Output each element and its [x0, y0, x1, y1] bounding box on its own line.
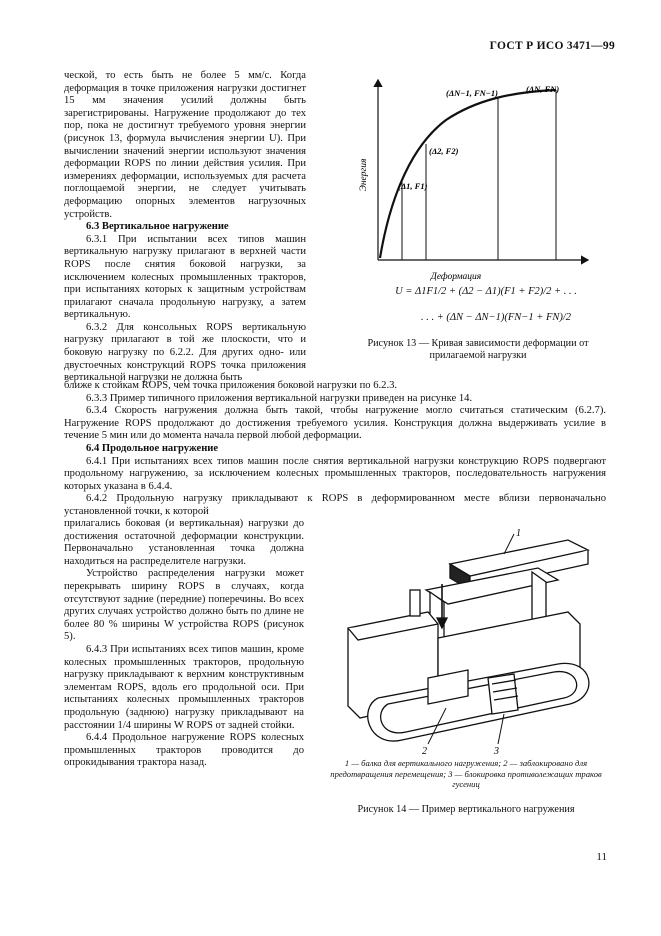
paragraph-6-3-4: 6.3.4 Скорость нагружения должна быть такой, чтобы нагружение могло считаться статическим (6.2.7). Нагружение ROPS продолжают до достижения требуемого усилия. Конструкция должна выдерживать усилие в течение 5 мин или до момента начала первой любой деформации.: [64, 405, 606, 442]
paragraph-6-4-2-rest: прилагались боковая (и вертикальная) нагрузки до достижения остаточной деформации конструкции. Первоначально установленная точка должна находиться на распределителе нагрузки.: [64, 518, 304, 567]
full-width-block: [64, 380, 606, 519]
paragraph-cont: ческой, то есть быть не более 5 мм/с. Когда деформация в точке приложения нагрузки достигнет 15 мм значения усилий должны быть зарегистрированы. Нагружение продолжают до тех пор, пока не достигнут требуемого уровня энергии (рисунок 13, формула вычисления энергии U). При вычислении значений энергии используют значения деформации ROPS по линии действия усилия. При измерениях деформации, используемых для расчета поглощаемой энергии, не следует учитывать деформацию опорных элементов нагрузочных устройств.: [64, 70, 306, 220]
callout-1: 1: [516, 528, 521, 539]
energy-deformation-graph: [326, 70, 616, 290]
energy-formula-line-1: U = Δ1F1/2 + (Δ2 − Δ1)(F1 + F2)/2 + . . .: [395, 286, 577, 297]
paragraph-6-3-1: 6.3.1 При испытании всех типов машин вертикальную нагрузку прилагают в верхней части ROPS после снятия боковой нагрузки, за исключением колесных промышленных тракторов, при испытаниях которых к защитным устройствам прилагают сначала продольную нагрузку, а затем вертикальную.: [64, 233, 306, 321]
section-heading-6-3: 6.3 Вертикальное нагружение: [86, 221, 229, 233]
paragraph-6-4-2-b: Устройство распределения нагрузки может перекрывать ширину ROPS в случаях, когда отсутствуют задние (передние) поперечины. Во всех других случаях устройство должно быть по длине не более 80 % ширины W устройства ROPS (рисунок 5).: [64, 568, 304, 643]
tractor-loading-drawing: [318, 528, 614, 760]
callout-3: 3: [494, 746, 499, 757]
figure-13-caption: Рисунок 13 — Кривая зависимости деформации от прилагаемой нагрузки: [367, 338, 589, 361]
point-label-n: (ΔN, FN): [526, 84, 560, 94]
figure-14-legend: 1 — балка для вертикального нагружения; 2 — заблокировано для предотвращения перемещения; 3 — блокировка противолежащих траков гусениц: [330, 758, 602, 790]
section-heading-6-4: 6.4 Продольное нагружение: [86, 442, 219, 454]
x-axis-label: Деформация: [430, 272, 482, 282]
left-column-top: [64, 70, 306, 385]
paragraph-6-4-3: 6.4.3 При испытаниях всех типов машин, кроме колесных промышленных тракторов, продольную нагрузку прикладывают к верхним конструктивным элементам ROPS, вдоль его продольной оси. При испытаниях колесных промышленных тракторов продольную (заднюю) нагрузку прикладывают на расстоянии 1/4 ширины W ROPS от задней стойки.: [64, 643, 304, 731]
paragraph-6-3-3: 6.3.3 Пример типичного приложения вертикальной нагрузки приведен на рисунке 14.: [86, 392, 473, 404]
paragraph-6-4-4: 6.4.4 Продольное нагружение ROPS колесных промышленных тракторов проводится до опрокидывания трактора назад.: [64, 732, 304, 769]
point-label-1: (Δ1, F1): [398, 181, 428, 191]
energy-curve: [380, 90, 556, 258]
figure-14-caption: Рисунок 14 — Пример вертикального нагружения: [357, 804, 575, 815]
point-label-2: (Δ2, F2): [429, 146, 459, 156]
y-axis-label: Энергия: [359, 158, 369, 192]
left-column-bottom: [64, 518, 304, 770]
paragraph-6-4-2-start: 6.4.2 Продольную нагрузку прикладывают к ROPS в деформированном месте вблизи первоначально установленной точки, к которой: [64, 493, 606, 517]
document-header: ГОСТ Р ИСО 3471—99: [489, 40, 615, 52]
energy-formula-line-2: . . . + (ΔN − ΔN−1)(FN−1 + FN)/2: [420, 312, 572, 323]
exhaust-pipe: [410, 590, 420, 616]
page-number: 11: [596, 851, 607, 863]
figure-13: [326, 70, 616, 380]
figure-14: [318, 528, 614, 828]
point-label-n-1: (ΔN−1, FN−1): [446, 88, 498, 98]
paragraph-6-3-2: 6.3.2 Для консольных ROPS вертикальную нагрузку прилагают в той же плоскости, что и боковую нагрузку по 6.2.2. Для других одно- или двустоечных конструкций ROPS точка приложения вертикальной нагрузки не должна быть: [64, 321, 306, 384]
paragraph-6-4-1: 6.4.1 При испытаниях всех типов машин после снятия вертикальной нагрузки конструкцию ROPS подвергают продольному нагружению, за исключением колесных промышленных тракторов, последовательность нагружения которых указана в 6.4.4.: [64, 455, 606, 492]
paragraph-6-3-2-end: ближе к стойкам ROPS, чем точка приложения боковой нагрузки по 6.2.3.: [64, 380, 398, 391]
callout-2: 2: [422, 746, 427, 757]
